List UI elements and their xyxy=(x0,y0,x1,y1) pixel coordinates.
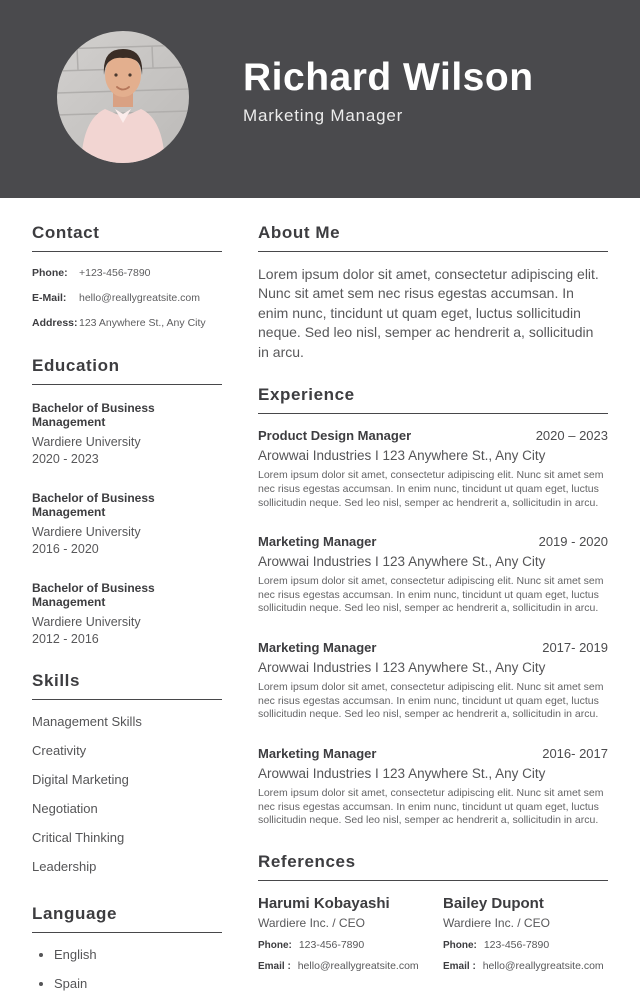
experience-company: Arowwai Industries I 123 Anywhere St., Any City xyxy=(258,554,546,570)
reference-name: Harumi Kobayashi xyxy=(258,894,390,912)
experience-company: Arowwai Industries I 123 Anywhere St., Any City xyxy=(258,660,546,676)
experience-company: Arowwai Industries I 123 Anywhere St., Any City xyxy=(258,766,546,782)
experience-dates: 2019 - 2020 xyxy=(538,534,608,550)
skills-heading: Skills xyxy=(32,671,222,700)
experience-dates: 2016- 2017 xyxy=(542,746,608,762)
header-name-block xyxy=(243,57,534,126)
experience-title: Marketing Manager xyxy=(258,746,377,762)
contact-row-phone xyxy=(32,267,222,279)
education-school: Wardiere University xyxy=(32,525,141,539)
left-column xyxy=(32,223,222,991)
profile-photo xyxy=(57,31,189,163)
contact-heading: Contact xyxy=(32,223,222,252)
reference-phone-row xyxy=(443,939,628,951)
reference-email-row xyxy=(258,960,443,972)
person-title: Marketing Manager xyxy=(243,105,404,125)
experience-title-row xyxy=(258,534,608,549)
reference-phone-row xyxy=(258,939,443,951)
skill-item: Leadership xyxy=(32,859,97,874)
experience-title-row xyxy=(258,746,608,761)
phone-label: Phone: xyxy=(32,267,68,279)
experience-description: Lorem ipsum dolor sit amet, consectetur adipiscing elit. Nunc sit amet sem nec risus egestas accumsan. In enim nunc, tincidunt ut quam eget, luctus sollicitudin neque. Sed leo nisl, semper ac hendrerit a, sollicitudin in arcu. xyxy=(258,681,604,721)
contact-row-address xyxy=(32,317,222,329)
experience-dates: 2017- 2019 xyxy=(542,640,608,656)
references-columns xyxy=(258,895,608,972)
reference-card xyxy=(443,895,628,972)
email-value: hello@reallygreatsite.com xyxy=(79,292,200,304)
about-heading: About Me xyxy=(258,223,608,252)
experience-description: Lorem ipsum dolor sit amet, consectetur adipiscing elit. Nunc sit amet sem nec risus egestas accumsan. In enim nunc, tincidunt ut quam eget, luctus sollicitudin neque. Sed leo nisl, semper ac hendrerit a, sollicitudin in arcu. xyxy=(258,575,604,615)
education-section xyxy=(32,356,222,646)
reference-phone-label: Phone: xyxy=(443,939,477,951)
about-text: Lorem ipsum dolor sit amet, consectetur adipiscing elit. Nunc sit amet sem nec risus egestas accumsan. In enim nunc, tincidunt ut quam eget, luctus sollicitudin neque. Sed leo nisl, semper ac hendrerit a, sollicitudin in arcu. xyxy=(258,266,599,360)
language-section xyxy=(32,904,222,991)
education-school: Wardiere University xyxy=(32,435,141,449)
phone-value: +123-456-7890 xyxy=(79,267,151,279)
language-list xyxy=(32,947,222,991)
skill-item: Negotiation xyxy=(32,801,98,816)
references-heading: References xyxy=(258,852,608,881)
skills-list xyxy=(32,714,222,874)
header-banner xyxy=(0,0,640,198)
education-dates: 2016 - 2020 xyxy=(32,542,99,556)
reference-role: Wardiere Inc. / CEO xyxy=(443,915,550,930)
education-degree: Bachelor of Business Management xyxy=(32,581,155,609)
reference-phone-value: 123-456-7890 xyxy=(483,938,550,951)
education-heading: Education xyxy=(32,356,222,385)
education-dates: 2012 - 2016 xyxy=(32,632,99,646)
skill-item: Management Skills xyxy=(32,714,142,729)
reference-email-label: Email : xyxy=(258,960,291,972)
skill-item: Digital Marketing xyxy=(32,772,129,787)
reference-phone-label: Phone: xyxy=(258,939,292,951)
experience-description: Lorem ipsum dolor sit amet, consectetur adipiscing elit. Nunc sit amet sem nec risus egestas accumsan. In enim nunc, tincidunt ut quam eget, luctus sollicitudin neque. Sed leo nisl, semper ac hendrerit a, sollicitudin in arcu. xyxy=(258,469,604,509)
skills-section xyxy=(32,671,222,874)
address-value: 123 Anywhere St., Any City xyxy=(79,317,206,329)
reference-card xyxy=(258,895,443,972)
education-item xyxy=(32,491,222,556)
experience-company: Arowwai Industries I 123 Anywhere St., Any City xyxy=(258,448,546,464)
experience-section xyxy=(258,385,608,828)
experience-title: Marketing Manager xyxy=(258,534,377,550)
profile-photo-illustration xyxy=(57,31,189,163)
right-column xyxy=(258,223,608,991)
reference-name: Bailey Dupont xyxy=(443,894,544,912)
language-heading: Language xyxy=(32,904,222,933)
experience-title: Product Design Manager xyxy=(258,428,412,444)
references-section xyxy=(258,852,608,972)
reference-email-row xyxy=(443,960,628,972)
education-item xyxy=(32,581,222,646)
reference-email-value: hello@reallygreatsite.com xyxy=(482,959,604,972)
reference-email-label: Email : xyxy=(443,960,476,972)
language-item: • English xyxy=(54,947,222,962)
experience-description: Lorem ipsum dolor sit amet, consectetur adipiscing elit. Nunc sit amet sem nec risus egestas accumsan. In enim nunc, tincidunt ut quam eget, luctus sollicitudin neque. Sed leo nisl, semper ac hendrerit a, sollicitudin in arcu. xyxy=(258,787,604,827)
education-dates: 2020 - 2023 xyxy=(32,452,99,466)
contact-section xyxy=(32,223,222,329)
contact-rows xyxy=(32,267,222,329)
reference-role: Wardiere Inc. / CEO xyxy=(258,915,365,930)
resume-body xyxy=(0,198,640,991)
skill-item: Creativity xyxy=(32,743,87,758)
about-section xyxy=(258,223,608,362)
education-degree: Bachelor of Business Management xyxy=(32,401,155,429)
skill-item: Critical Thinking xyxy=(32,830,125,845)
reference-phone-value: 123-456-7890 xyxy=(298,938,365,951)
experience-item xyxy=(258,746,608,828)
experience-heading: Experience xyxy=(258,385,608,414)
contact-row-email xyxy=(32,292,222,304)
education-school: Wardiere University xyxy=(32,615,141,629)
experience-item xyxy=(258,534,608,616)
experience-title: Marketing Manager xyxy=(258,640,377,656)
experience-title-row xyxy=(258,640,608,655)
education-degree: Bachelor of Business Management xyxy=(32,491,155,519)
experience-item xyxy=(258,428,608,510)
experience-dates: 2020 – 2023 xyxy=(535,428,608,444)
email-label: E-Mail: xyxy=(32,292,67,304)
language-item: • Spain xyxy=(54,976,222,991)
experience-item xyxy=(258,640,608,722)
experience-title-row xyxy=(258,428,608,443)
person-name: Richard Wilson xyxy=(243,56,534,99)
education-item xyxy=(32,401,222,466)
reference-email-value: hello@reallygreatsite.com xyxy=(297,959,419,972)
address-label: Address: xyxy=(32,317,78,329)
